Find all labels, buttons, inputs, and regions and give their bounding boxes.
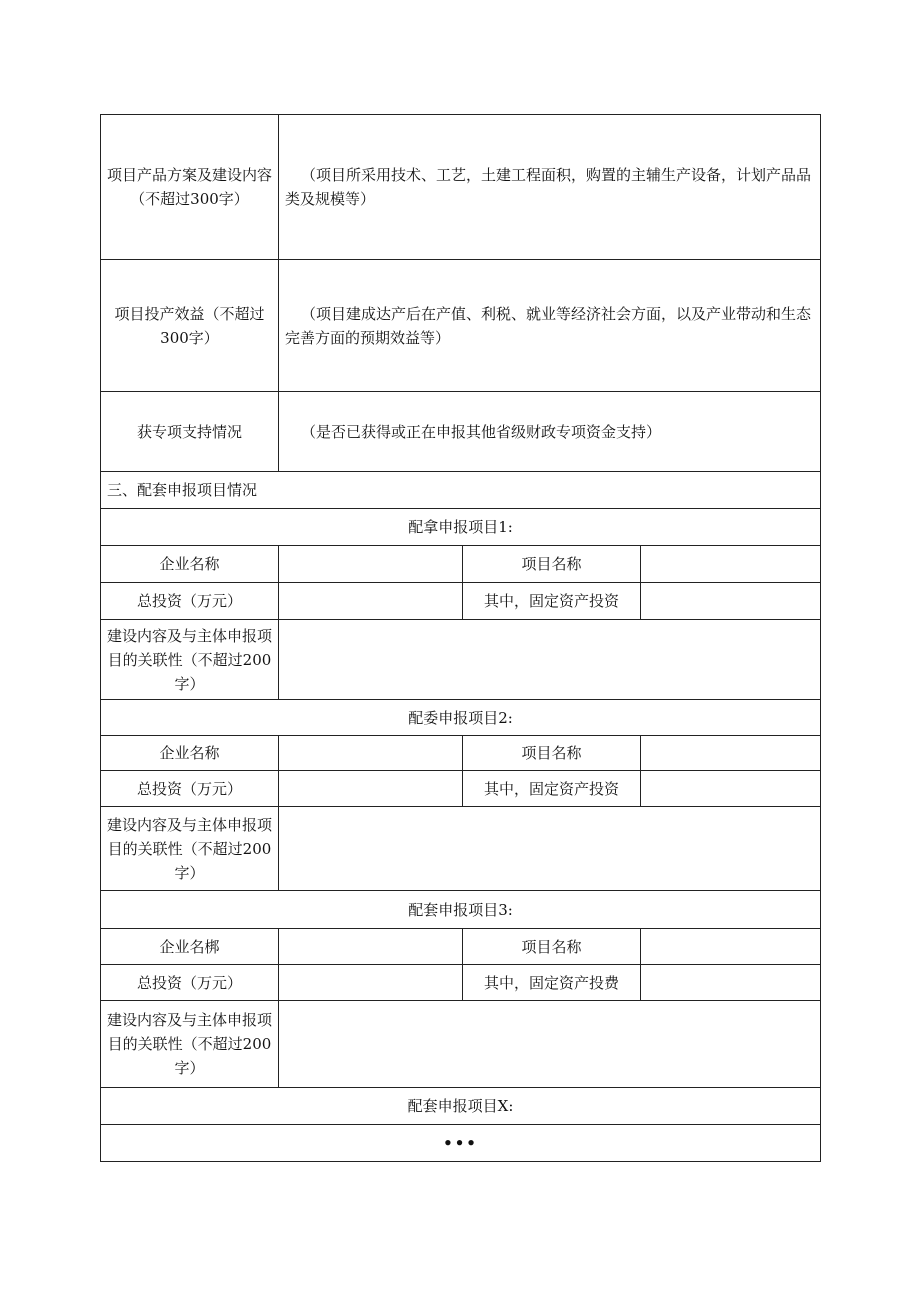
- project-2-content-field[interactable]: [279, 807, 821, 891]
- project-3-company-label: 企业名梆: [101, 929, 279, 965]
- project-2-company-field[interactable]: [279, 736, 463, 771]
- project-1-investment-field[interactable]: [279, 583, 463, 620]
- project-2-company-label: 企业名称: [101, 736, 279, 771]
- project-2-investment-label: 总投资（万元）: [101, 771, 279, 807]
- project-2-content-row: [101, 807, 821, 891]
- project-3-company-row: [101, 929, 821, 965]
- ellipsis-marker: •••: [101, 1125, 821, 1162]
- project-1-name-field[interactable]: [641, 546, 821, 583]
- project-x-header: 配套申报项目X:: [101, 1088, 821, 1125]
- project-1-content-field[interactable]: [279, 620, 821, 700]
- benefit-label: 项目投产效益（不超过300字）: [101, 260, 279, 392]
- project-1-name-label: 项目名称: [463, 546, 641, 583]
- application-form-table: [100, 114, 821, 1162]
- project-1-company-label: 企业名称: [101, 546, 279, 583]
- benefit-hint[interactable]: （项目建成达产后在产值、利税、就业等经济社会方面，以及产业带动和生态完善方面的预期效益等）: [279, 260, 821, 392]
- project-2-fixed-asset-field[interactable]: [641, 771, 821, 807]
- project-3-content-field[interactable]: [279, 1001, 821, 1088]
- project-header-row: [101, 891, 821, 929]
- project-2-header: 配委申报项目2:: [101, 700, 821, 736]
- support-label: 获专项支持情况: [101, 392, 279, 472]
- project-3-content-label: 建设内容及与主体申报项目的关联性（不超过200字）: [101, 1001, 279, 1088]
- project-2-name-label: 项目名称: [463, 736, 641, 771]
- project-3-investment-label: 总投资（万元）: [101, 965, 279, 1001]
- section3-title: 三、配套申报项目情况: [101, 472, 821, 509]
- product-plan-hint[interactable]: （项目所采用技术、工艺，土建工程面积，购置的主辅生产设备，计划产品品类及规模等）: [279, 115, 821, 260]
- project-1-company-row: [101, 546, 821, 583]
- project-3-name-field[interactable]: [641, 929, 821, 965]
- project-1-header: 配拿申报项目1:: [101, 509, 821, 546]
- project-2-investment-row: [101, 771, 821, 807]
- project-2-name-field[interactable]: [641, 736, 821, 771]
- project-2-investment-field[interactable]: [279, 771, 463, 807]
- project-1-fixed-asset-field[interactable]: [641, 583, 821, 620]
- project-1-company-field[interactable]: [279, 546, 463, 583]
- project-3-investment-field[interactable]: [279, 965, 463, 1001]
- project-3-content-row: [101, 1001, 821, 1088]
- project-header-row: [101, 700, 821, 736]
- project-3-name-label: 项目名称: [463, 929, 641, 965]
- project-2-fixed-asset-label: 其中，固定资产投资: [463, 771, 641, 807]
- project-3-header: 配套申报项目3:: [101, 891, 821, 929]
- project-3-company-field[interactable]: [279, 929, 463, 965]
- project-2-content-label: 建设内容及与主体申报项目的关联性（不超过200字）: [101, 807, 279, 891]
- project-2-company-row: [101, 736, 821, 771]
- project-1-content-row: [101, 620, 821, 700]
- support-row: [101, 392, 821, 472]
- project-1-content-label: 建设内容及与主体申报项目的关联性（不超过200字）: [101, 620, 279, 700]
- product-plan-row: [101, 115, 821, 260]
- project-1-investment-label: 总投资（万元）: [101, 583, 279, 620]
- project-3-investment-row: [101, 965, 821, 1001]
- project-3-fixed-asset-field[interactable]: [641, 965, 821, 1001]
- benefit-row: [101, 260, 821, 392]
- project-1-investment-row: [101, 583, 821, 620]
- project-x-ellipsis-row: [101, 1125, 821, 1162]
- project-x-header-row: [101, 1088, 821, 1125]
- product-plan-label: 项目产品方案及建设内容（不超过300字）: [101, 115, 279, 260]
- project-3-fixed-asset-label: 其中，固定资产投费: [463, 965, 641, 1001]
- section3-row: [101, 472, 821, 509]
- support-hint[interactable]: （是否已获得或正在申报其他省级财政专项资金支持）: [279, 392, 821, 472]
- project-1-fixed-asset-label: 其中，固定资产投资: [463, 583, 641, 620]
- project-header-row: [101, 509, 821, 546]
